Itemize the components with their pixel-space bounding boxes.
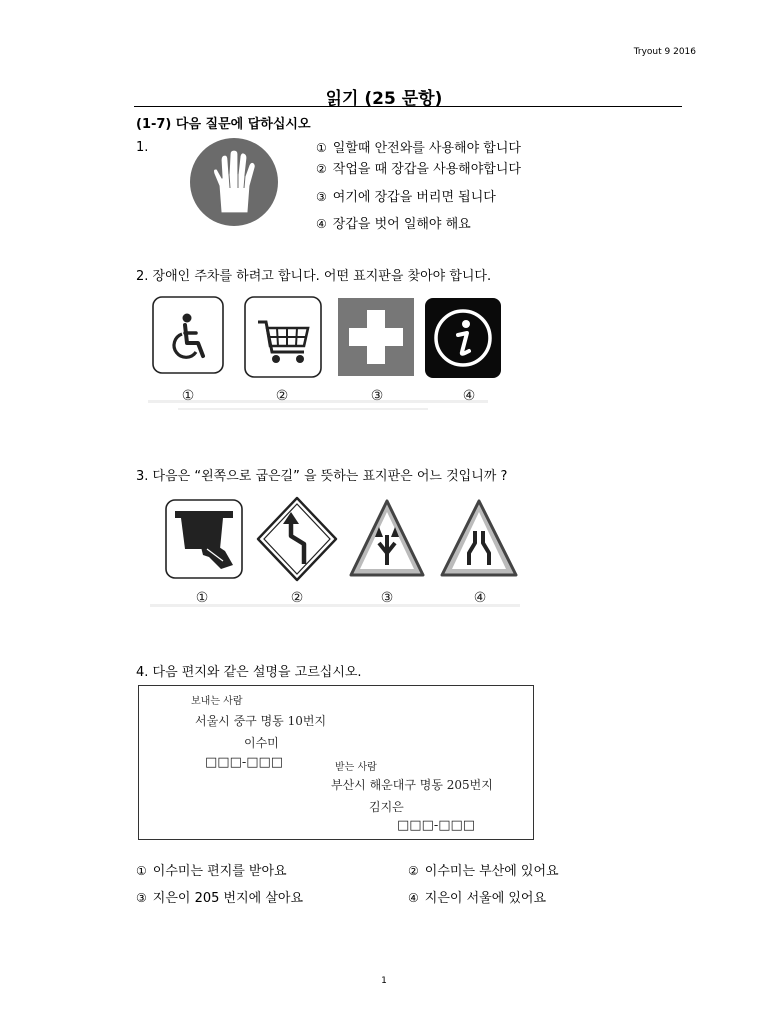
sender-postal: □□□-□□□ xyxy=(205,755,284,770)
sender-name: 이수미 xyxy=(244,736,279,750)
curve-road-icon[interactable] xyxy=(256,496,338,582)
page-title: 읽기 (25 문항) xyxy=(325,89,443,109)
divided-road-icon[interactable] xyxy=(348,497,426,581)
sender-address: 서울시 중구 명동 10번지 xyxy=(195,714,327,728)
sender-label: 보내는 사람 xyxy=(191,696,243,707)
recipient-name: 김지은 xyxy=(369,800,404,814)
shopping-cart-icon[interactable] xyxy=(244,296,322,378)
q1-option-2[interactable]: ② 작업을 때 장갑을 사용해야합니다 xyxy=(316,162,521,177)
q3-text: 3. 다음은 “왼쪽으로 굽은길” 을 뜻하는 표지판은 어느 것입니까 ? xyxy=(136,469,508,484)
q1-number: 1. xyxy=(136,140,149,155)
atm-card-icon[interactable] xyxy=(165,499,243,579)
header-tryout: Tryout 9 2016 xyxy=(633,47,696,57)
q4-text: 4. 다음 편지와 같은 설명을 고르십시오. xyxy=(136,665,362,680)
title-divider xyxy=(134,106,682,107)
page-number: 1 xyxy=(381,976,387,986)
q2-mark-3: ③ xyxy=(370,388,384,404)
q2-mark-4: ④ xyxy=(462,388,476,404)
glove-icon xyxy=(190,138,278,226)
q3-mark-4: ④ xyxy=(473,590,487,606)
q4-option-4[interactable]: ④ 지은이 서울에 있어요 xyxy=(408,891,547,906)
q4-option-2[interactable]: ② 이수미는 부산에 있어요 xyxy=(408,864,559,879)
q3-mark-2: ② xyxy=(290,590,304,606)
wheelchair-icon[interactable] xyxy=(152,296,224,374)
q1-option-4[interactable]: ④ 장갑을 벗어 일해야 해요 xyxy=(316,217,471,232)
cross-icon[interactable] xyxy=(338,298,414,376)
q2-mark-2: ② xyxy=(275,388,289,404)
q3-mark-3: ③ xyxy=(380,590,394,606)
q4-option-3[interactable]: ③ 지은이 205 번지에 살아요 xyxy=(136,891,303,906)
q3-mark-1: ① xyxy=(195,590,209,606)
section-label: (1-7) 다음 질문에 답하십시오 xyxy=(136,117,311,132)
recipient-label: 받는 사람 xyxy=(335,762,377,773)
info-icon[interactable] xyxy=(425,298,501,378)
q1-option-3[interactable]: ③ 여기에 장갑을 버리면 됩니다 xyxy=(316,190,496,205)
envelope-image xyxy=(138,685,534,840)
road-narrows-icon[interactable] xyxy=(439,497,519,581)
q4-option-1[interactable]: ① 이수미는 편지를 받아요 xyxy=(136,864,287,879)
q2-text: 2. 장애인 주차를 하려고 합니다. 어떤 표지판을 찾아야 합니다. xyxy=(136,269,492,284)
recipient-postal: □□□-□□□ xyxy=(397,818,476,833)
q1-option-1[interactable]: ① 일할때 안전와를 사용해야 합니다 xyxy=(316,141,521,156)
recipient-address: 부산시 해운대구 명동 205번지 xyxy=(331,778,493,792)
q2-mark-1: ① xyxy=(181,388,195,404)
